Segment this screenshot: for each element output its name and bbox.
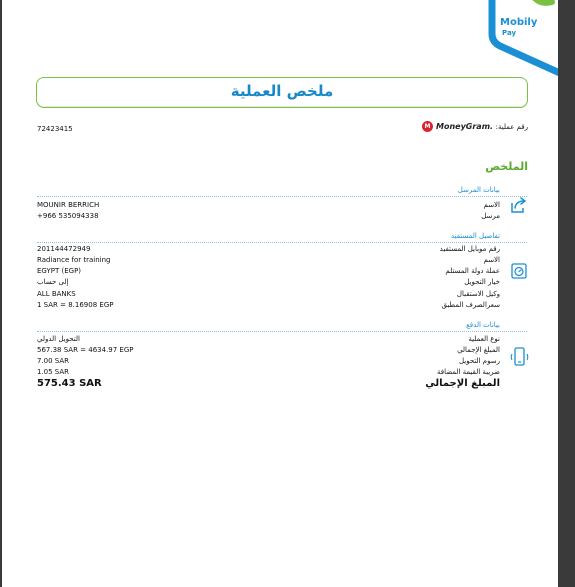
beneficiary-value: ALL BANKS <box>37 290 76 298</box>
payment-heading: بيانات الدفع <box>466 321 500 329</box>
sender-heading: بيانات المرسل <box>457 186 500 194</box>
payment-value: 7.00 SAR <box>37 357 70 365</box>
viewer-scrollbar[interactable] <box>558 0 575 587</box>
payment-label: نوع العملية <box>468 335 500 343</box>
operation-number: 72423415 <box>37 125 73 133</box>
summary-heading: الملخص <box>485 160 528 173</box>
sender-value: MOUNIR BERRICH <box>37 201 100 209</box>
beneficiary-label: خيار التحويل <box>464 278 500 286</box>
payment-value: 567.38 SAR = 4634.97 EGP <box>37 346 134 354</box>
divider <box>37 331 527 332</box>
payment-label: ضريبة القيمة المضافة <box>436 368 500 376</box>
payment-value: 1.05 SAR <box>37 368 70 376</box>
page-title: ملخص العملية <box>230 82 334 100</box>
moneygram-logo <box>422 121 493 132</box>
total-label: المبلغ الإجمالي <box>425 378 500 389</box>
beneficiary-label: عملة دولة المستلم <box>445 267 500 275</box>
beneficiary-heading: تفاصيل المستفيد <box>450 232 500 240</box>
beneficiary-label: رقم موبايل المستفيد <box>439 245 500 253</box>
sender-label: مرسل <box>481 212 500 220</box>
payment-value: التحويل الدولي <box>37 335 80 343</box>
sender-value: +966 535094338 <box>37 212 99 220</box>
beneficiary-value: إلى حساب <box>37 278 69 286</box>
beneficiary-label: سعرالصرف المطبق <box>441 301 500 309</box>
mobile-phone-icon <box>508 346 530 368</box>
beneficiary-value: 201144472949 <box>37 245 91 253</box>
logo-line2: Pay <box>502 29 517 37</box>
sender-label: الاسم <box>483 201 500 209</box>
moneygram-icon: M <box>422 121 433 132</box>
beneficiary-value: 1 SAR = 8.16908 EGP <box>37 301 114 309</box>
beneficiary-value: Radiance for training <box>37 256 111 264</box>
operation-label: رقم عملية: <box>495 123 528 131</box>
logo-text <box>500 18 537 38</box>
document-page <box>2 0 558 587</box>
payment-label: المبلغ الإجمالي <box>457 346 500 354</box>
payment-label: رسوم التحويل <box>459 357 500 365</box>
divider <box>37 242 527 243</box>
title-box <box>36 77 528 108</box>
divider <box>37 196 527 197</box>
timer-box-icon <box>508 260 530 282</box>
beneficiary-label: الاسم <box>483 256 500 264</box>
total-value: 575.43 SAR <box>37 378 102 389</box>
share-arrow-icon <box>508 194 530 216</box>
beneficiary-value: EGYPT (EGP) <box>37 267 82 275</box>
logo-line1: Mobily <box>500 17 538 28</box>
moneygram-text: MoneyGram. <box>436 122 494 131</box>
beneficiary-label: وكيل الاستقبال <box>456 290 500 298</box>
mobily-pay-logo-icon <box>470 0 558 82</box>
